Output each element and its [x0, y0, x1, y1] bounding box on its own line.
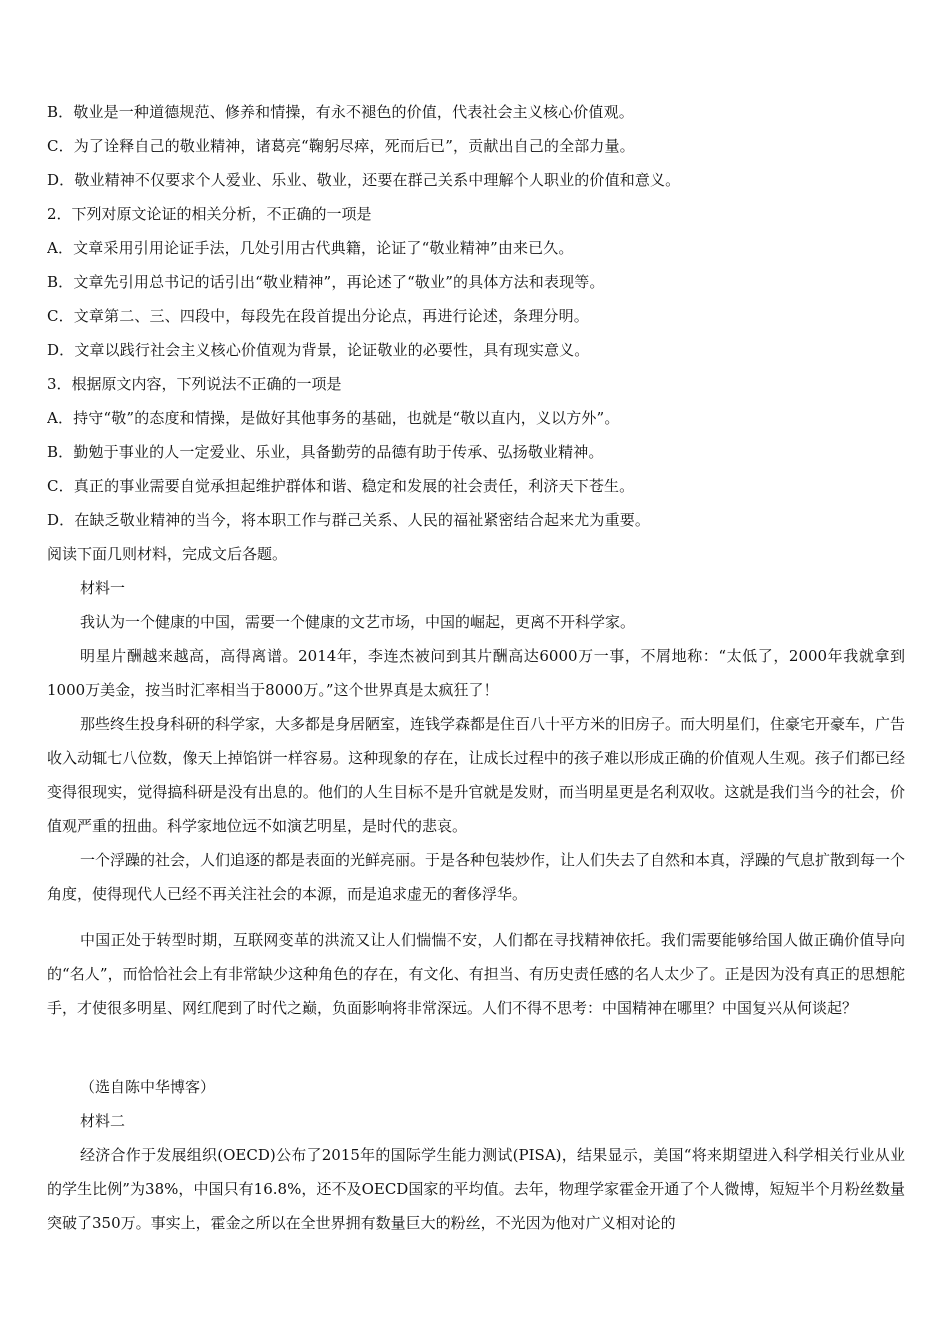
q2-stem: 2．下列对原文论证的相关分析，不正确的一项是 — [47, 205, 372, 223]
q3-option-a: A．持守“敬”的态度和情操，是做好其他事务的基础，也就是“敬以直内，义以方外”。 — [47, 409, 620, 427]
q3-option-c: C．真正的事业需要自觉承担起维护群体和谐、稳定和发展的社会责任，利济天下苍生。 — [47, 477, 635, 495]
q2-option-b: B．文章先引用总书记的话引出“敬业精神”，再论述了“敬业”的具体方法和表现等。 — [47, 273, 605, 291]
q1-option-c: C．为了诠释自己的敬业精神，诸葛亮“鞠躬尽瘁，死而后已”，贡献出自己的全部力量。 — [47, 137, 635, 155]
material1-paragraph-2: 明星片酬越来越高，高得离谱。2014年，李连杰被问到其片酬高达6000万一事，不屑地称：“太低了，2000年我就拿到1000万美金，按当时汇率相当于8000万。”这个世界真是太疯狂了！ — [47, 647, 905, 699]
material1-paragraph-5: 中国正处于转型时期，互联网变革的洪流又让人们惴惴不安，人们都在寻找精神依托。我们需要能够给国人做正确价值导向的“名人”，而恰恰社会上有非常缺少这种角色的存在，有文化、有担当、有历史责任感的名人太少了。正是因为没有真正的思想舵手，才使很多明星、网红爬到了时代之巅，负面影响将非常深远。人们不得不思考：中国精神在哪里？中国复兴从何谈起？ — [47, 931, 905, 1017]
q1-option-d: D．敬业精神不仅要求个人爱业、乐业、敬业，还要在群己关系中理解个人职业的价值和意义。 — [47, 171, 681, 189]
material1-paragraph-3: 那些终生投身科研的科学家，大多都是身居陋室，连钱学森都是住百八十平方米的旧房子。而大明星们，住豪宅开豪车，广告收入动辄七八位数，像天上掉馅饼一样容易。这种现象的存在，让成长过程中的孩子难以形成正确的价值观人生观。孩子们都已经变得很现实，觉得搞科研是没有出息的。他们的人生目标不是升官就是发财，而当明星更是名利双收。这就是我们当今的社会，价值观严重的扭曲。科学家地位远不如演艺明星，是时代的悲哀。 — [47, 715, 906, 835]
material1-paragraph-1: 我认为一个健康的中国，需要一个健康的文艺市场，中国的崛起，更离不开科学家。 — [80, 613, 636, 631]
material2-paragraph-1: 经济合作于发展组织(OECD)公布了2015年的国际学生能力测试(PISA)，结果显示，美国“将来期望进入科学相关行业从业的学生比例”为38%，中国只有16.8%，还不及OECD国家的平均值。去年，物理学家霍金开通了个人微博，短短半个月粉丝数量突破了350万。事实上，霍金之所以在全世界拥有数量巨大的粉丝，不光因为他对广义相对论的 — [47, 1146, 905, 1232]
material1-source: （选自陈中华博客） — [80, 1078, 216, 1096]
material1-paragraph-4: 一个浮躁的社会，人们追逐的都是表面的光鲜亮丽。于是各种包装炒作，让人们失去了自然和本真，浮躁的气息扩散到每一个角度，使得现代人已经不再关注社会的本源，而是追求虚无的奢侈浮华。 — [47, 851, 906, 903]
q3-stem: 3．根据原文内容，下列说法不正确的一项是 — [47, 375, 342, 393]
q1-option-b: B．敬业是一种道德规范、修养和情操，有永不褪色的价值，代表社会主义核心价值观。 — [47, 103, 634, 121]
reading-instruction: 阅读下面几则材料，完成文后各题。 — [47, 545, 288, 563]
q2-option-d: D．文章以践行社会主义核心价值观为背景，论证敬业的必要性，具有现实意义。 — [47, 341, 590, 359]
q3-option-b: B．勤勉于事业的人一定爱业、乐业，具备勤劳的品德有助于传承、弘扬敬业精神。 — [47, 443, 604, 461]
material1-heading: 材料一 — [80, 579, 126, 597]
q2-option-a: A．文章采用引用论证手法，几处引用古代典籍，论证了“敬业精神”由来已久。 — [47, 239, 574, 257]
material2-heading: 材料二 — [80, 1112, 126, 1130]
q3-option-d: D．在缺乏敬业精神的当今，将本职工作与群己关系、人民的福祉紧密结合起来尤为重要。 — [47, 511, 651, 529]
q2-option-c: C．文章第二、三、四段中，每段先在段首提出分论点，再进行论述，条理分明。 — [47, 307, 589, 325]
